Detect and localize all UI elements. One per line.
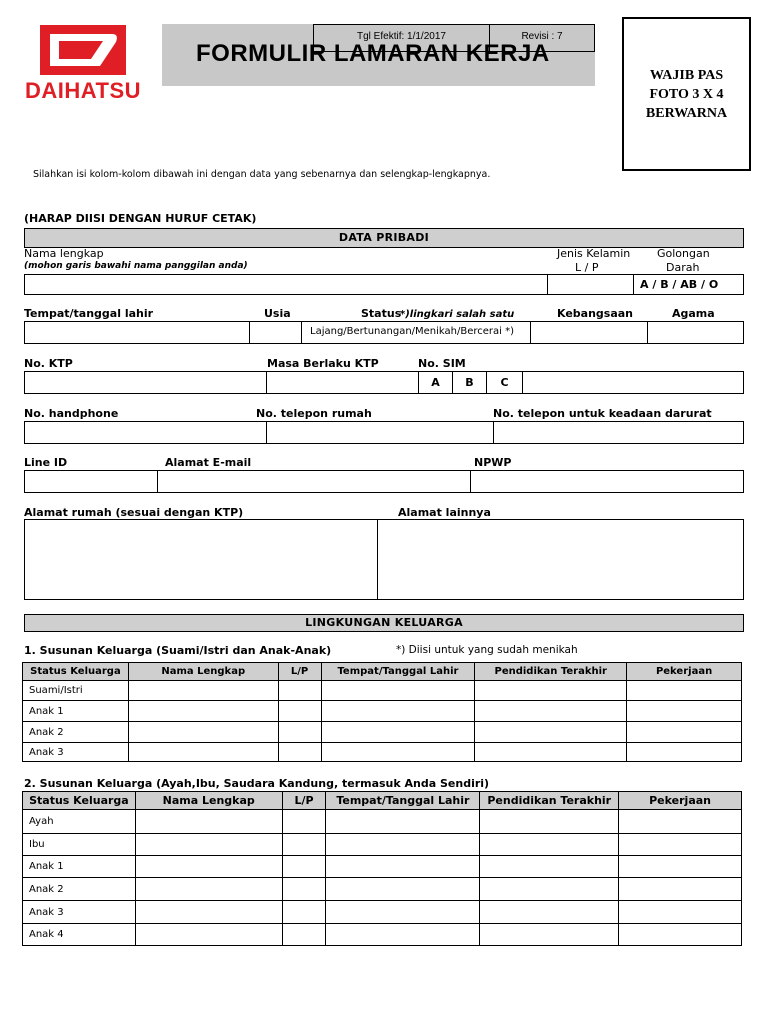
cell[interactable] bbox=[480, 924, 619, 946]
cell[interactable] bbox=[480, 810, 619, 834]
cell[interactable] bbox=[326, 834, 480, 856]
blood-type-label-2: Darah bbox=[666, 261, 700, 274]
table-row bbox=[23, 681, 742, 701]
cell[interactable] bbox=[480, 856, 619, 878]
ktp-label: No. KTP bbox=[24, 357, 73, 370]
cell[interactable] bbox=[326, 901, 480, 924]
cell[interactable] bbox=[627, 701, 742, 722]
table-header-row bbox=[23, 792, 742, 810]
gender-label: Jenis Kelamin bbox=[557, 247, 631, 260]
cell[interactable] bbox=[326, 810, 480, 834]
cell[interactable] bbox=[135, 878, 282, 901]
row-label: Ibu bbox=[23, 834, 136, 856]
gender-field[interactable] bbox=[547, 274, 634, 295]
col-status: Status Keluarga bbox=[23, 792, 136, 810]
home-address-label: Alamat rumah (sesuai dengan KTP) bbox=[24, 506, 244, 519]
cell[interactable] bbox=[326, 856, 480, 878]
cell[interactable] bbox=[278, 722, 321, 743]
sim-label: No. SIM bbox=[418, 357, 466, 370]
col-name: Nama Lengkap bbox=[135, 792, 282, 810]
birth-label: Tempat/tanggal lahir bbox=[24, 307, 154, 320]
cell[interactable] bbox=[135, 901, 282, 924]
daihatsu-logo-mark bbox=[40, 25, 126, 75]
photo-note-line-3: BERWARNA bbox=[645, 105, 728, 121]
cell[interactable] bbox=[619, 834, 742, 856]
cell[interactable] bbox=[619, 810, 742, 834]
cell[interactable] bbox=[321, 681, 475, 701]
cell[interactable] bbox=[135, 810, 282, 834]
family-table-spouse-children bbox=[22, 662, 742, 762]
table-row bbox=[23, 743, 742, 762]
cell[interactable] bbox=[282, 856, 326, 878]
col-education: Pendidikan Terakhir bbox=[475, 663, 627, 681]
row-label: Suami/Istri bbox=[23, 681, 129, 701]
blood-type-field[interactable]: A / B / AB / O bbox=[633, 274, 744, 295]
nationality-field[interactable] bbox=[530, 321, 648, 344]
col-occupation: Pekerjaan bbox=[627, 663, 742, 681]
full-name-hint: (mohon garis bawahi nama panggilan anda) bbox=[24, 261, 248, 271]
family-table1-note: *) Diisi untuk yang sudah menikah bbox=[396, 644, 578, 656]
cell[interactable] bbox=[627, 722, 742, 743]
cell[interactable] bbox=[619, 878, 742, 901]
family-table2-title: 2. Susunan Keluarga (Ayah,Ibu, Saudara Kandung, termasuk Anda Sendiri) bbox=[24, 777, 490, 790]
blood-type-label: Golongan bbox=[657, 247, 710, 260]
row-label: Anak 4 bbox=[23, 924, 136, 946]
birth-field[interactable] bbox=[24, 321, 250, 344]
col-occupation: Pekerjaan bbox=[619, 792, 742, 810]
other-address-field[interactable] bbox=[377, 519, 744, 600]
photo-note-line-2: FOTO 3 X 4 bbox=[649, 86, 724, 102]
row-label: Anak 1 bbox=[23, 701, 129, 722]
cell[interactable] bbox=[326, 924, 480, 946]
cell[interactable] bbox=[475, 722, 627, 743]
family-table1-title: 1. Susunan Keluarga (Suami/Istri dan Anak-Anak) bbox=[24, 644, 332, 657]
table-row bbox=[23, 901, 742, 924]
col-birth: Tempat/Tanggal Lahir bbox=[321, 663, 475, 681]
col-birth: Tempat/Tanggal Lahir bbox=[326, 792, 480, 810]
table-row bbox=[23, 924, 742, 946]
cell[interactable] bbox=[278, 681, 321, 701]
cell[interactable] bbox=[619, 924, 742, 946]
revision: Revisi : 7 bbox=[489, 24, 595, 52]
table-row bbox=[23, 856, 742, 878]
cell[interactable] bbox=[627, 743, 742, 762]
emergency-phone-label: No. telepon untuk keadaan darurat bbox=[493, 407, 712, 420]
sim-a-option[interactable]: A bbox=[418, 371, 453, 394]
cell[interactable] bbox=[128, 722, 278, 743]
cell[interactable] bbox=[475, 743, 627, 762]
cell[interactable] bbox=[135, 856, 282, 878]
npwp-field[interactable] bbox=[470, 470, 744, 493]
line-id-label: Line ID bbox=[24, 456, 68, 469]
religion-label: Agama bbox=[672, 307, 715, 320]
cell[interactable] bbox=[282, 901, 326, 924]
cell[interactable] bbox=[278, 743, 321, 762]
instruction-text: Silahkan isi kolom-kolom dibawah ini dengan data yang sebenarnya dan selengkap-lengkapnya. bbox=[33, 169, 491, 180]
brand-name: DAIHATSU bbox=[25, 78, 142, 103]
section-personal-data: DATA PRIBADI bbox=[24, 228, 744, 248]
table-row bbox=[23, 701, 742, 722]
caps-note: (HARAP DIISI DENGAN HURUF CETAK) bbox=[24, 212, 257, 225]
cell[interactable] bbox=[282, 834, 326, 856]
full-name-field[interactable] bbox=[24, 274, 548, 295]
status-label: Status bbox=[361, 307, 402, 320]
email-field[interactable] bbox=[157, 470, 471, 493]
row-label: Anak 2 bbox=[23, 722, 129, 743]
emergency-phone-field[interactable] bbox=[493, 421, 744, 444]
religion-field[interactable] bbox=[647, 321, 744, 344]
ktp-field[interactable] bbox=[24, 371, 267, 394]
row-label: Anak 1 bbox=[23, 856, 136, 878]
ktp-validity-field[interactable] bbox=[266, 371, 419, 394]
row-label: Anak 3 bbox=[23, 743, 129, 762]
email-label: Alamat E-mail bbox=[165, 456, 252, 469]
ktp-validity-label: Masa Berlaku KTP bbox=[267, 357, 379, 370]
sim-b-option[interactable]: B bbox=[452, 371, 487, 394]
status-hint: *)lingkari salah satu bbox=[400, 309, 515, 320]
marital-status-field[interactable]: Lajang/Bertunangan/Menikah/Bercerai *) bbox=[301, 321, 531, 344]
sim-number-field[interactable] bbox=[522, 371, 744, 394]
cell[interactable] bbox=[321, 743, 475, 762]
home-phone-label: No. telepon rumah bbox=[256, 407, 372, 420]
cell[interactable] bbox=[282, 810, 326, 834]
cell[interactable] bbox=[135, 834, 282, 856]
table-row bbox=[23, 878, 742, 901]
col-education: Pendidikan Terakhir bbox=[480, 792, 619, 810]
gender-options-label: L / P bbox=[575, 261, 599, 274]
table-row bbox=[23, 834, 742, 856]
table-row bbox=[23, 722, 742, 743]
home-phone-field[interactable] bbox=[266, 421, 494, 444]
cell[interactable] bbox=[619, 901, 742, 924]
cell[interactable] bbox=[321, 701, 475, 722]
cell[interactable] bbox=[128, 701, 278, 722]
cell[interactable] bbox=[475, 681, 627, 701]
table-header-row bbox=[23, 663, 742, 681]
logo-emblem-icon bbox=[40, 25, 126, 75]
table-row bbox=[23, 810, 742, 834]
cell[interactable] bbox=[619, 856, 742, 878]
line-id-field[interactable] bbox=[24, 470, 158, 493]
age-field[interactable] bbox=[249, 321, 302, 344]
section-family: LINGKUNGAN KELUARGA bbox=[24, 614, 744, 632]
cell[interactable] bbox=[480, 878, 619, 901]
col-name: Nama Lengkap bbox=[128, 663, 278, 681]
row-label: Ayah bbox=[23, 810, 136, 834]
npwp-label: NPWP bbox=[474, 456, 512, 469]
cell[interactable] bbox=[480, 834, 619, 856]
effective-date: Tgl Efektif: 1/1/2017 bbox=[313, 24, 490, 52]
home-address-field[interactable] bbox=[24, 519, 378, 600]
handphone-field[interactable] bbox=[24, 421, 267, 444]
photo-note-line-1: WAJIB PAS bbox=[649, 67, 724, 83]
row-label: Anak 3 bbox=[23, 901, 136, 924]
sim-c-option[interactable]: C bbox=[486, 371, 523, 394]
cell[interactable] bbox=[282, 924, 326, 946]
cell[interactable] bbox=[135, 924, 282, 946]
col-status: Status Keluarga bbox=[23, 663, 129, 681]
cell[interactable] bbox=[128, 743, 278, 762]
family-table-parents-siblings bbox=[22, 791, 742, 946]
cell[interactable] bbox=[128, 681, 278, 701]
full-name-label: Nama lengkap bbox=[24, 247, 104, 260]
other-address-label: Alamat lainnya bbox=[398, 506, 491, 519]
photo-placeholder bbox=[622, 17, 751, 171]
cell[interactable] bbox=[480, 901, 619, 924]
cell[interactable] bbox=[321, 722, 475, 743]
age-label: Usia bbox=[264, 307, 291, 320]
cell[interactable] bbox=[282, 878, 326, 901]
handphone-label: No. handphone bbox=[24, 407, 119, 420]
form-title: FORMULIR LAMARAN KERJA bbox=[196, 40, 550, 67]
nationality-label: Kebangsaan bbox=[557, 307, 634, 320]
col-gender: L/P bbox=[278, 663, 321, 681]
cell[interactable] bbox=[278, 701, 321, 722]
col-gender: L/P bbox=[282, 792, 326, 810]
cell[interactable] bbox=[326, 878, 480, 901]
cell[interactable] bbox=[627, 681, 742, 701]
row-label: Anak 2 bbox=[23, 878, 136, 901]
cell[interactable] bbox=[475, 701, 627, 722]
